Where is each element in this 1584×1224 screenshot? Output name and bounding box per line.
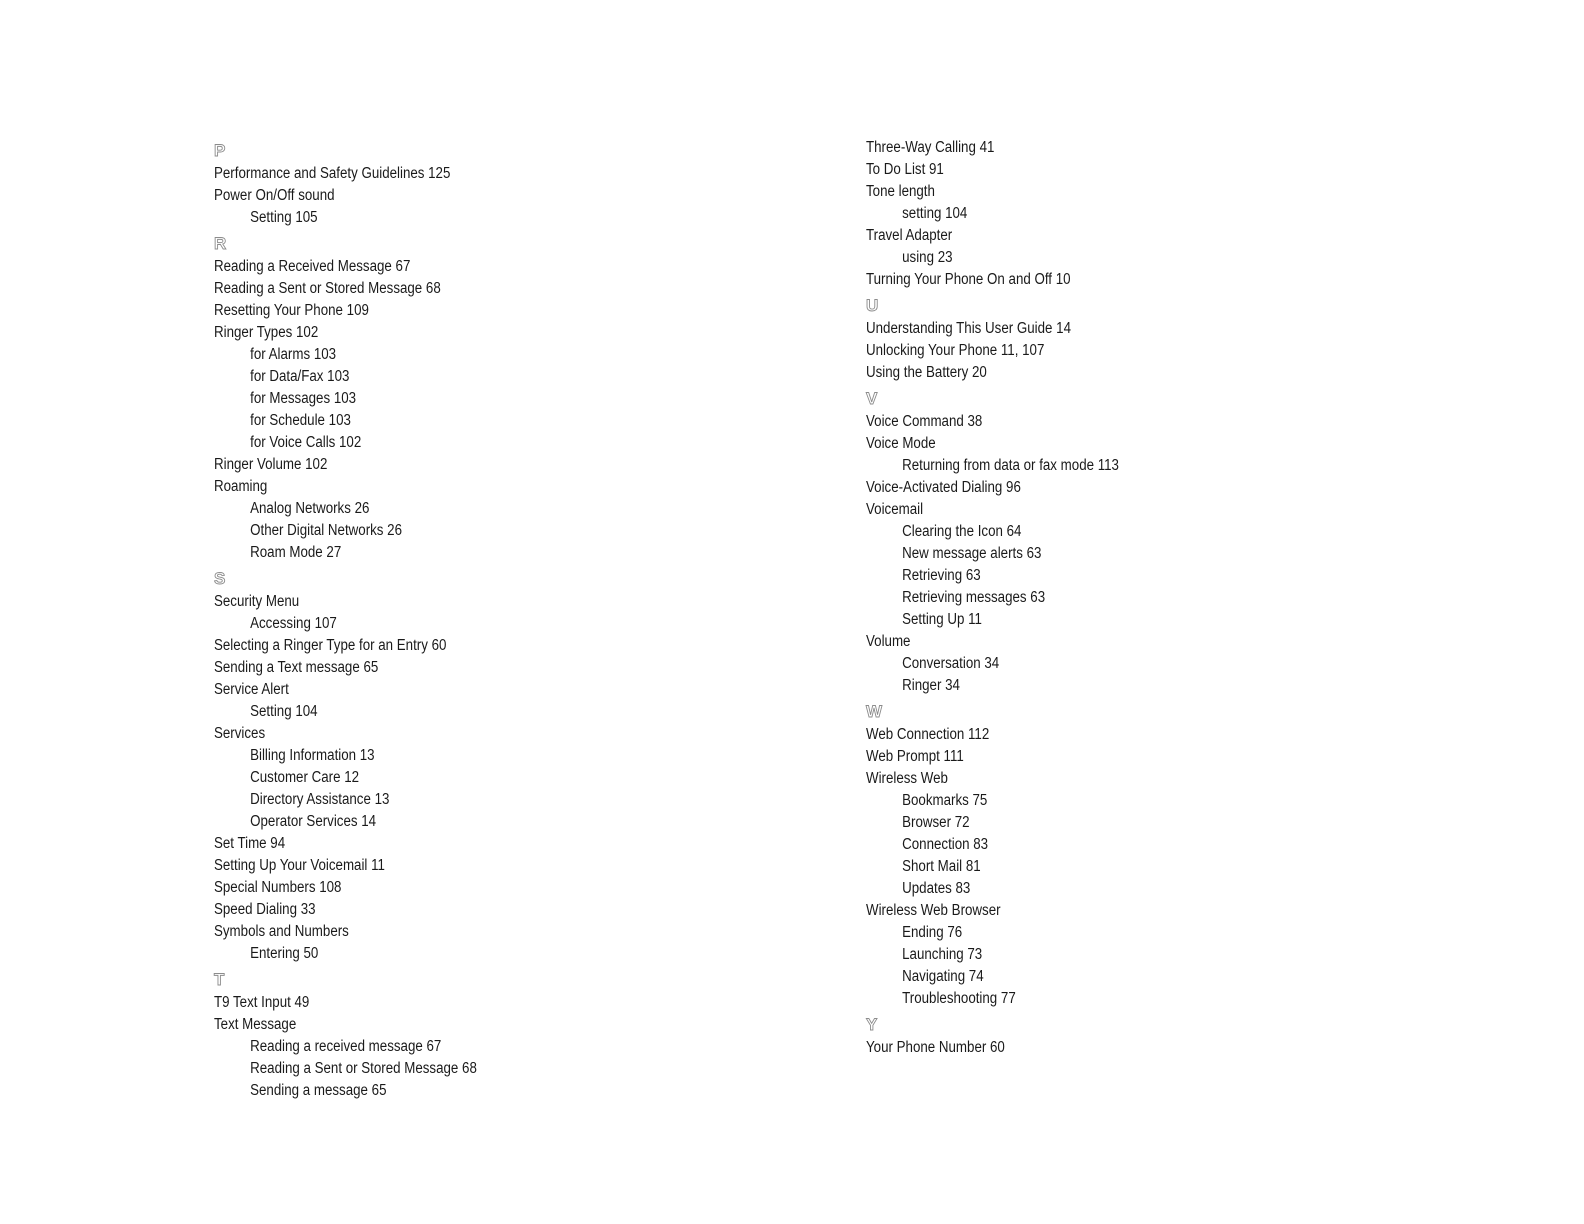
index-subentry: Reading a received message 67: [250, 1038, 442, 1055]
index-entry: Tone length: [866, 183, 935, 200]
index-entry: Services: [214, 725, 266, 742]
index-subentry: Returning from data or fax mode 113: [902, 457, 1119, 474]
index-section-w: [866, 697, 1160, 1010]
index-subentry: Clearing the Icon 64: [902, 523, 1022, 540]
index-entry: Voice Mode: [866, 435, 936, 452]
index-entry: Your Phone Number 60: [866, 1039, 1005, 1056]
index-entry: Web Prompt 111: [866, 748, 964, 765]
index-entry: Web Connection 112: [866, 726, 990, 743]
index-entry: Resetting Your Phone 109: [214, 302, 369, 319]
index-entry: Unlocking Your Phone 11, 107: [866, 342, 1045, 359]
index-entry: Set Time 94: [214, 835, 286, 852]
index-column-right: [866, 137, 1160, 1059]
index-entry: Selecting a Ringer Type for an Entry 60: [214, 637, 447, 654]
index-subentry: Retrieving 63: [902, 567, 981, 584]
index-subentry: Roam Mode 27: [250, 544, 342, 561]
index-subentry: Retrieving messages 63: [902, 589, 1046, 606]
index-entry: Service Alert: [214, 681, 289, 698]
index-subentry: Ending 76: [902, 924, 963, 941]
index-subentry: Setting 105: [250, 209, 318, 226]
index-entry: Using the Battery 20: [866, 364, 987, 381]
index-column-left: [214, 136, 520, 1102]
index-section-y: [866, 1010, 1160, 1059]
index-entry: Roaming: [214, 478, 268, 495]
index-entry: Text Message: [214, 1016, 297, 1033]
index-entry: Ringer Types 102: [214, 324, 319, 341]
index-entry: Security Menu: [214, 593, 300, 610]
index-subentry: Operator Services 14: [250, 813, 377, 830]
index-subentry: Short Mail 81: [902, 858, 981, 875]
index-entry: Power On/Off sound: [214, 187, 335, 204]
section-letter-heading: R: [214, 234, 227, 253]
index-entry: Three-Way Calling 41: [866, 139, 995, 156]
index-entry: Reading a Received Message 67: [214, 258, 411, 275]
section-letter-heading: Y: [866, 1015, 878, 1034]
index-section-continued: [866, 137, 1160, 291]
index-entry: Symbols and Numbers: [214, 923, 349, 940]
index-entry: Travel Adapter: [866, 227, 953, 244]
section-letter-heading: S: [214, 569, 226, 588]
index-subentry: for Voice Calls 102: [250, 434, 362, 451]
index-subentry: Entering 50: [250, 945, 319, 962]
index-section-u: [866, 291, 1160, 384]
index-entry: Wireless Web: [866, 770, 948, 787]
index-entry: To Do List 91: [866, 161, 944, 178]
index-entry: Setting Up Your Voicemail 11: [214, 857, 385, 874]
index-subentry: Navigating 74: [902, 968, 984, 985]
index-subentry: New message alerts 63: [902, 545, 1042, 562]
index-subentry: Launching 73: [902, 946, 983, 963]
index-subentry: Directory Assistance 13: [250, 791, 390, 808]
section-letter-heading: U: [866, 296, 879, 315]
index-subentry: using 23: [902, 249, 953, 266]
index-subentry: Setting 104: [250, 703, 318, 720]
index-subentry: Accessing 107: [250, 615, 337, 632]
index-subentry: Setting Up 11: [902, 611, 982, 628]
index-section-p: [214, 136, 520, 229]
index-subentry: Browser 72: [902, 814, 970, 831]
index-subentry: Customer Care 12: [250, 769, 360, 786]
index-subentry: for Data/Fax 103: [250, 368, 350, 385]
index-section-r: [214, 229, 520, 564]
index-entry: Sending a Text message 65: [214, 659, 379, 676]
index-subentry: Connection 83: [902, 836, 989, 853]
section-letter-heading: T: [214, 970, 225, 989]
index-entry: Performance and Safety Guidelines 125: [214, 165, 451, 182]
index-subentry: Ringer 34: [902, 677, 960, 694]
index-section-v: [866, 384, 1160, 697]
index-subentry: Bookmarks 75: [902, 792, 988, 809]
index-subentry: Reading a Sent or Stored Message 68: [250, 1060, 477, 1077]
index-subentry: for Messages 103: [250, 390, 357, 407]
index-subentry: for Schedule 103: [250, 412, 351, 429]
index-entry: Reading a Sent or Stored Message 68: [214, 280, 441, 297]
index-subentry: Other Digital Networks 26: [250, 522, 402, 539]
index-subentry: Analog Networks 26: [250, 500, 370, 517]
index-subentry: for Alarms 103: [250, 346, 337, 363]
index-section-t: [214, 965, 520, 1102]
index-entry: Voice-Activated Dialing 96: [866, 479, 1021, 496]
index-entry: Wireless Web Browser: [866, 902, 1001, 919]
index-subentry: Troubleshooting 77: [902, 990, 1016, 1007]
index-subentry: setting 104: [902, 205, 968, 222]
index-entry: Ringer Volume 102: [214, 456, 328, 473]
section-letter-heading: W: [866, 702, 883, 721]
index-subentry: Updates 83: [902, 880, 971, 897]
index-entry: T9 Text Input 49: [214, 994, 310, 1011]
index-entry: Turning Your Phone On and Off 10: [866, 271, 1071, 288]
index-entry: Special Numbers 108: [214, 879, 342, 896]
index-subentry: Billing Information 13: [250, 747, 375, 764]
index-section-s: [214, 564, 520, 965]
index-subentry: Sending a message 65: [250, 1082, 387, 1099]
index-entry: Volume: [866, 633, 911, 650]
section-letter-heading: V: [866, 389, 878, 408]
section-letter-heading: P: [214, 141, 226, 160]
index-entry: Speed Dialing 33: [214, 901, 316, 918]
index-subentry: Conversation 34: [902, 655, 1000, 672]
index-entry: Voice Command 38: [866, 413, 983, 430]
index-entry: Voicemail: [866, 501, 924, 518]
index-entry: Understanding This User Guide 14: [866, 320, 1072, 337]
